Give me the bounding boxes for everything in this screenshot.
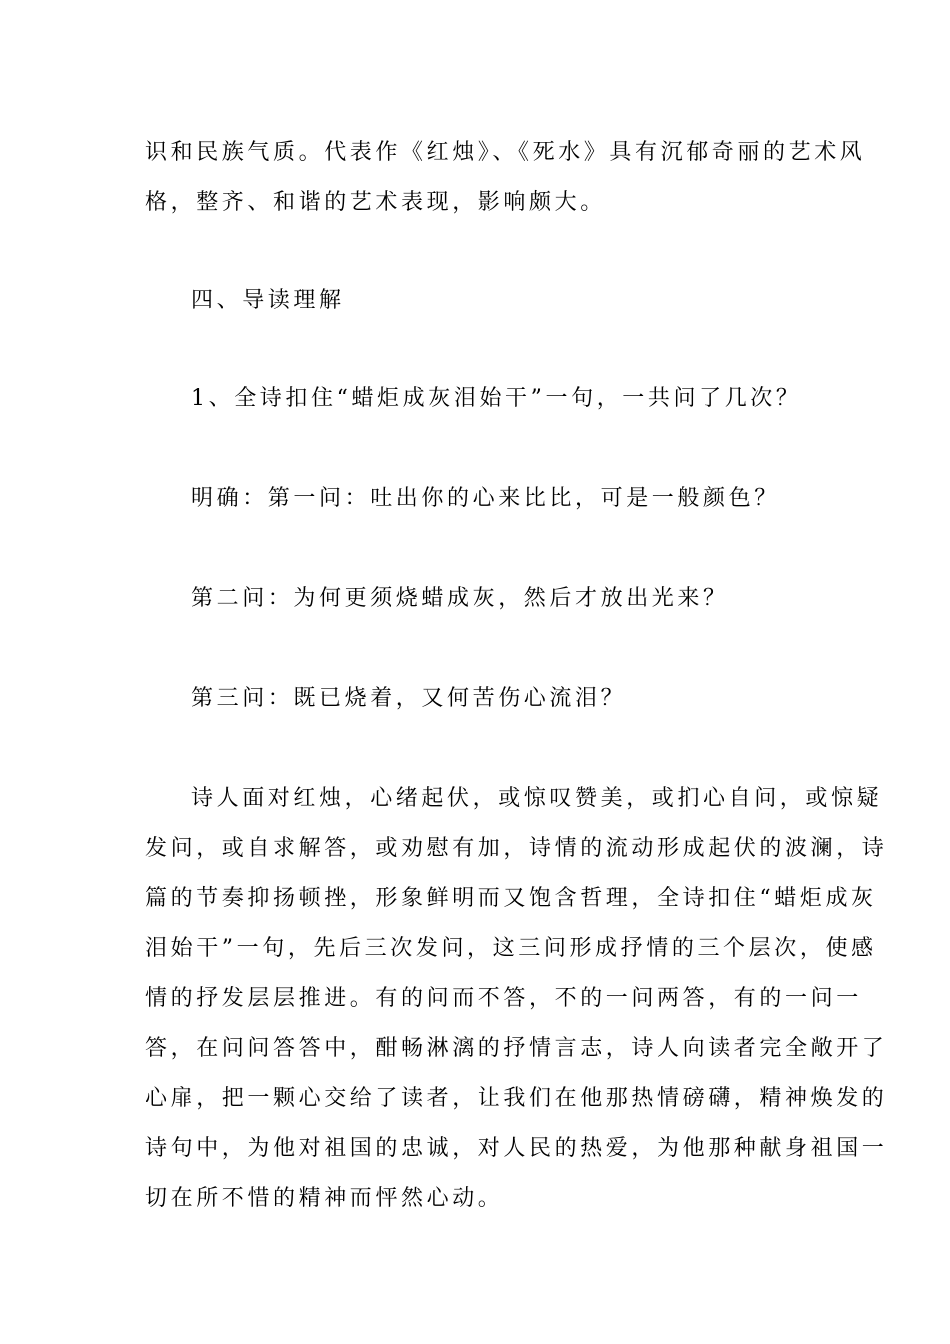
paragraph-line: 识和民族气质。代表作《红烛》、《死水》具有沉郁奇丽的艺术风 xyxy=(145,140,866,165)
analysis-paragraph-line: 篇的节奏抑扬顿挫，形象鲜明而又饱含哲理，全诗扣住“蜡炬成灰 xyxy=(145,886,877,911)
analysis-paragraph-line: 泪始干”一句，先后三次发问，这三问形成抒情的三个层次，使感 xyxy=(145,936,877,961)
question-text: 1、全诗扣住“蜡炬成灰泪始干”一句，一共问了几次？ xyxy=(191,386,802,411)
analysis-paragraph-line: 诗人面对红烛，心绪起伏，或惊叹赞美，或扪心自问，或惊疑 xyxy=(191,786,883,811)
analysis-paragraph-line: 切在所不惜的精神而怦然心动。 xyxy=(145,1186,504,1211)
answer-first-question: 明确：第一问：吐出你的心来比比，可是一般颜色？ xyxy=(191,486,780,511)
analysis-paragraph-line: 发问，或自求解答，或劝慰有加，诗情的流动形成起伏的波澜，诗 xyxy=(145,836,888,861)
answer-second-question: 第二问：为何更须烧蜡成灰，然后才放出光来？ xyxy=(191,586,729,611)
paragraph-line: 格，整齐、和谐的艺术表现，影响颇大。 xyxy=(145,190,606,215)
analysis-paragraph-line: 情的抒发层层推进。有的问而不答，不的一问两答，有的一问一 xyxy=(145,986,862,1011)
analysis-paragraph-line: 答，在问问答答中，酣畅淋漓的抒情言志，诗人向读者完全敞开了 xyxy=(145,1036,888,1061)
section-heading: 四、导读理解 xyxy=(191,288,345,313)
analysis-paragraph-line: 诗句中，为他对祖国的忠诚，对人民的热爱，为他那种献身祖国一 xyxy=(145,1136,888,1161)
analysis-paragraph-line: 心扉，把一颗心交给了读者，让我们在他那热情磅礴，精神焕发的 xyxy=(145,1086,888,1111)
answer-third-question: 第三问：既已烧着，又何苦伤心流泪？ xyxy=(191,686,627,711)
